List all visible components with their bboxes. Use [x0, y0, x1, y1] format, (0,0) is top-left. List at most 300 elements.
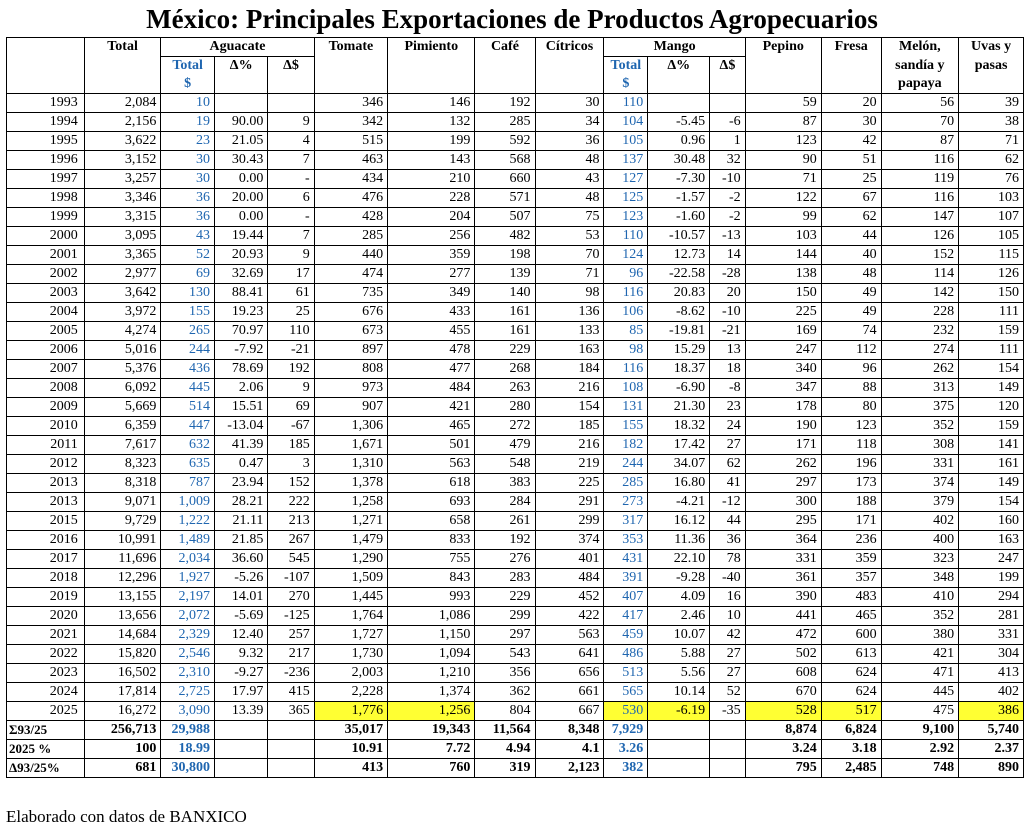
cell-mango-delta: 23: [710, 398, 746, 417]
cell-mango-total: 98: [604, 341, 648, 360]
cell-aguacate-delta: 213: [268, 512, 314, 531]
cell-uvas: 105: [959, 227, 1024, 246]
cell-fresa: 51: [821, 151, 881, 170]
cell-tomate: 1,445: [314, 588, 387, 607]
cell-aguacate-total: 52: [161, 246, 215, 265]
header-blank: [7, 57, 85, 76]
cell-pimiento: 143: [388, 151, 475, 170]
cell-cafe: 229: [475, 341, 535, 360]
cell-pepino: 472: [745, 626, 821, 645]
cell-year: 2018: [7, 569, 85, 588]
cell-fresa: 483: [821, 588, 881, 607]
cell-aguacate-pct: [214, 759, 267, 778]
cell-year: 2017: [7, 550, 85, 569]
cell-aguacate-pct: 17.97: [214, 683, 267, 702]
cell-mango-delta: -2: [710, 208, 746, 227]
cell-mango-total: 285: [604, 474, 648, 493]
header-melon-line2: sandía y: [881, 57, 959, 76]
summary-row: [7, 759, 1024, 778]
table-row: [7, 284, 1024, 303]
header-blank: [821, 75, 881, 94]
cell-pimiento: 1,256: [388, 702, 475, 721]
cell-tomate: 808: [314, 360, 387, 379]
table-row: [7, 379, 1024, 398]
cell-mango-total: 244: [604, 455, 648, 474]
cell-mango-total: 273: [604, 493, 648, 512]
cell-mango-pct: [648, 740, 710, 759]
cell-tomate: 1,776: [314, 702, 387, 721]
cell-total: 10,991: [84, 531, 161, 550]
cell-total: 17,814: [84, 683, 161, 702]
cell-aguacate-total: 30: [161, 151, 215, 170]
cell-tomate: 413: [314, 759, 387, 778]
cell-mango-total: 459: [604, 626, 648, 645]
cell-cafe: 284: [475, 493, 535, 512]
cell-cafe: 229: [475, 588, 535, 607]
cell-mango-pct: 2.46: [648, 607, 710, 626]
cell-citricos: 8,348: [535, 721, 604, 740]
cell-mango-pct: -1.60: [648, 208, 710, 227]
cell-mango-total: 125: [604, 189, 648, 208]
cell-fresa: 48: [821, 265, 881, 284]
table-row: [7, 569, 1024, 588]
cell-uvas: 890: [959, 759, 1024, 778]
cell-mango-total: 108: [604, 379, 648, 398]
cell-citricos: 2,123: [535, 759, 604, 778]
cell-mango-pct: -1.57: [648, 189, 710, 208]
table-row: [7, 607, 1024, 626]
cell-melon: 114: [881, 265, 959, 284]
cell-aguacate-delta: -125: [268, 607, 314, 626]
cell-total: 681: [84, 759, 161, 778]
cell-aguacate-pct: -13.04: [214, 417, 267, 436]
header-aguacate-delta: Δ$: [268, 57, 314, 76]
cell-pimiento: 146: [388, 94, 475, 113]
cell-pimiento: 199: [388, 132, 475, 151]
table-row: [7, 303, 1024, 322]
cell-year: 1996: [7, 151, 85, 170]
cell-aguacate-pct: 78.69: [214, 360, 267, 379]
cell-aguacate-delta: 69: [268, 398, 314, 417]
cell-melon: 116: [881, 151, 959, 170]
cell-uvas: 304: [959, 645, 1024, 664]
cell-mango-delta: [710, 721, 746, 740]
cell-pimiento: 256: [388, 227, 475, 246]
cell-total: 11,696: [84, 550, 161, 569]
cell-fresa: 173: [821, 474, 881, 493]
cell-aguacate-total: 2,034: [161, 550, 215, 569]
cell-total: 16,272: [84, 702, 161, 721]
cell-pepino: 608: [745, 664, 821, 683]
cell-mango-total: 106: [604, 303, 648, 322]
cell-aguacate-delta: 267: [268, 531, 314, 550]
cell-mango-total: 85: [604, 322, 648, 341]
cell-pepino: 331: [745, 550, 821, 569]
cell-aguacate-delta: 9: [268, 379, 314, 398]
cell-citricos: 36: [535, 132, 604, 151]
cell-melon: 313: [881, 379, 959, 398]
cell-melon: 142: [881, 284, 959, 303]
cell-tomate: 285: [314, 227, 387, 246]
cell-mango-total: 96: [604, 265, 648, 284]
table-row: [7, 626, 1024, 645]
cell-year: 1999: [7, 208, 85, 227]
cell-mango-total: 116: [604, 284, 648, 303]
cell-mango-total: 7,929: [604, 721, 648, 740]
cell-pimiento: 478: [388, 341, 475, 360]
cell-pepino: 144: [745, 246, 821, 265]
summary-label: 2025 %: [7, 740, 85, 759]
cell-tomate: 973: [314, 379, 387, 398]
cell-tomate: 1,378: [314, 474, 387, 493]
cell-year: 1997: [7, 170, 85, 189]
cell-fresa: 80: [821, 398, 881, 417]
cell-mango-pct: -6.19: [648, 702, 710, 721]
cell-mango-pct: 20.83: [648, 284, 710, 303]
cell-aguacate-pct: 32.69: [214, 265, 267, 284]
cell-pimiento: 132: [388, 113, 475, 132]
cell-pimiento: 1,086: [388, 607, 475, 626]
cell-aguacate-total: 244: [161, 341, 215, 360]
cell-total: 4,274: [84, 322, 161, 341]
cell-citricos: 43: [535, 170, 604, 189]
table-row: [7, 683, 1024, 702]
header-uvas-line1: Uvas y: [959, 38, 1024, 57]
header-aguacate-total: Total: [161, 57, 215, 76]
cell-citricos: 422: [535, 607, 604, 626]
cell-uvas: 161: [959, 455, 1024, 474]
cell-pepino: 123: [745, 132, 821, 151]
cell-cafe: 283: [475, 569, 535, 588]
cell-tomate: 2,003: [314, 664, 387, 683]
cell-cafe: 383: [475, 474, 535, 493]
cell-aguacate-total: 447: [161, 417, 215, 436]
cell-uvas: 2.37: [959, 740, 1024, 759]
cell-aguacate-total: 635: [161, 455, 215, 474]
cell-aguacate-total: 2,546: [161, 645, 215, 664]
cell-aguacate-pct: -7.92: [214, 341, 267, 360]
header-citricos: Cítricos: [535, 38, 604, 57]
cell-aguacate-total: 36: [161, 208, 215, 227]
cell-mango-pct: 10.14: [648, 683, 710, 702]
cell-tomate: 440: [314, 246, 387, 265]
cell-year: 2010: [7, 417, 85, 436]
cell-pepino: 364: [745, 531, 821, 550]
cell-aguacate-delta: 7: [268, 151, 314, 170]
cell-cafe: 139: [475, 265, 535, 284]
cell-mango-delta: 41: [710, 474, 746, 493]
table-row: [7, 436, 1024, 455]
cell-cafe: 285: [475, 113, 535, 132]
cell-melon: 352: [881, 607, 959, 626]
cell-uvas: 141: [959, 436, 1024, 455]
header-blank: [84, 75, 161, 94]
table-row: [7, 398, 1024, 417]
cell-aguacate-delta: [268, 721, 314, 740]
cell-total: 6,359: [84, 417, 161, 436]
cell-mango-delta: 27: [710, 436, 746, 455]
header-blank: [475, 57, 535, 76]
header-blank: [84, 57, 161, 76]
cell-aguacate-total: 155: [161, 303, 215, 322]
cell-total: 256,713: [84, 721, 161, 740]
cell-fresa: 96: [821, 360, 881, 379]
cell-fresa: 74: [821, 322, 881, 341]
cell-melon: 374: [881, 474, 959, 493]
header-mango-delta: Δ$: [710, 57, 746, 76]
cell-citricos: 291: [535, 493, 604, 512]
cell-aguacate-pct: 88.41: [214, 284, 267, 303]
cell-year: 2022: [7, 645, 85, 664]
cell-mango-pct: 4.09: [648, 588, 710, 607]
cell-aguacate-delta: 3: [268, 455, 314, 474]
cell-uvas: 5,740: [959, 721, 1024, 740]
header-blank: [959, 75, 1024, 94]
cell-total: 5,016: [84, 341, 161, 360]
cell-citricos: 216: [535, 436, 604, 455]
cell-melon: 262: [881, 360, 959, 379]
header-total: Total: [84, 38, 161, 57]
cell-aguacate-pct: 13.39: [214, 702, 267, 721]
cell-aguacate-total: 632: [161, 436, 215, 455]
cell-year: 2013: [7, 474, 85, 493]
cell-aguacate-total: 30,800: [161, 759, 215, 778]
header-fresa: Fresa: [821, 38, 881, 57]
cell-melon: 147: [881, 208, 959, 227]
cell-mango-delta: -13: [710, 227, 746, 246]
header-pimiento: Pimiento: [388, 38, 475, 57]
cell-melon: 400: [881, 531, 959, 550]
cell-mango-delta: 62: [710, 455, 746, 474]
cell-mango-delta: [710, 759, 746, 778]
cell-mango-total: 407: [604, 588, 648, 607]
header-row-2: [7, 57, 1024, 76]
cell-pepino: 103: [745, 227, 821, 246]
cell-aguacate-total: 43: [161, 227, 215, 246]
cell-year: 1995: [7, 132, 85, 151]
cell-citricos: 299: [535, 512, 604, 531]
header-aguacate-pct: Δ%: [214, 57, 267, 76]
cell-fresa: 188: [821, 493, 881, 512]
cell-citricos: 452: [535, 588, 604, 607]
cell-pimiento: 760: [388, 759, 475, 778]
cell-fresa: 171: [821, 512, 881, 531]
cell-year: 2002: [7, 265, 85, 284]
cell-aguacate-pct: 21.11: [214, 512, 267, 531]
cell-mango-pct: 16.80: [648, 474, 710, 493]
cell-tomate: 434: [314, 170, 387, 189]
cell-fresa: 112: [821, 341, 881, 360]
header-blank: [535, 75, 604, 94]
source-note: Elaborado con datos de BANXICO: [6, 807, 247, 826]
cell-cafe: 161: [475, 303, 535, 322]
cell-mango-pct: -5.45: [648, 113, 710, 132]
cell-total: 15,820: [84, 645, 161, 664]
cell-fresa: 3.18: [821, 740, 881, 759]
cell-melon: 119: [881, 170, 959, 189]
table-row: [7, 550, 1024, 569]
cell-citricos: 136: [535, 303, 604, 322]
cell-uvas: 247: [959, 550, 1024, 569]
cell-year: 2015: [7, 512, 85, 531]
cell-fresa: 123: [821, 417, 881, 436]
cell-total: 2,156: [84, 113, 161, 132]
cell-aguacate-delta: 61: [268, 284, 314, 303]
cell-fresa: 465: [821, 607, 881, 626]
cell-tomate: 1,727: [314, 626, 387, 645]
cell-cafe: 198: [475, 246, 535, 265]
table-row: [7, 227, 1024, 246]
cell-cafe: 592: [475, 132, 535, 151]
cell-total: 3,257: [84, 170, 161, 189]
cell-fresa: 118: [821, 436, 881, 455]
cell-tomate: 897: [314, 341, 387, 360]
table-row: [7, 189, 1024, 208]
cell-aguacate-total: 23: [161, 132, 215, 151]
cell-mango-pct: 16.12: [648, 512, 710, 531]
cell-total: 3,642: [84, 284, 161, 303]
cell-mango-total: 116: [604, 360, 648, 379]
cell-aguacate-total: 445: [161, 379, 215, 398]
cell-pimiento: 563: [388, 455, 475, 474]
cell-mango-delta: -2: [710, 189, 746, 208]
cell-mango-pct: [648, 94, 710, 113]
cell-pimiento: 277: [388, 265, 475, 284]
cell-cafe: 280: [475, 398, 535, 417]
cell-uvas: 281: [959, 607, 1024, 626]
cell-fresa: 357: [821, 569, 881, 588]
cell-aguacate-pct: 19.44: [214, 227, 267, 246]
header-blank: [475, 75, 535, 94]
cell-mango-total: 353: [604, 531, 648, 550]
cell-uvas: 111: [959, 341, 1024, 360]
cell-melon: 323: [881, 550, 959, 569]
cell-fresa: 2,485: [821, 759, 881, 778]
cell-pepino: 300: [745, 493, 821, 512]
cell-fresa: 196: [821, 455, 881, 474]
header-blank: [388, 57, 475, 76]
cell-aguacate-delta: -: [268, 170, 314, 189]
header-uvas-line2: pasas: [959, 57, 1024, 76]
cell-pepino: 59: [745, 94, 821, 113]
cell-pimiento: 7.72: [388, 740, 475, 759]
cell-pepino: 99: [745, 208, 821, 227]
cell-year: 2023: [7, 664, 85, 683]
cell-citricos: 484: [535, 569, 604, 588]
cell-citricos: 563: [535, 626, 604, 645]
cell-mango-delta: 10: [710, 607, 746, 626]
cell-cafe: 479: [475, 436, 535, 455]
cell-aguacate-pct: 41.39: [214, 436, 267, 455]
cell-tomate: 673: [314, 322, 387, 341]
cell-tomate: 1,671: [314, 436, 387, 455]
cell-pimiento: 618: [388, 474, 475, 493]
cell-aguacate-pct: 36.60: [214, 550, 267, 569]
cell-pimiento: 1,374: [388, 683, 475, 702]
cell-pepino: 87: [745, 113, 821, 132]
cell-pepino: 347: [745, 379, 821, 398]
table-row: [7, 246, 1024, 265]
cell-cafe: 192: [475, 531, 535, 550]
header-mango-total: Total: [604, 57, 648, 76]
cell-total: 9,729: [84, 512, 161, 531]
header-mango-dollar: $: [604, 75, 648, 94]
cell-pepino: 502: [745, 645, 821, 664]
table-row: [7, 512, 1024, 531]
cell-total: 3,346: [84, 189, 161, 208]
cell-mango-delta: -12: [710, 493, 746, 512]
cell-year: 2009: [7, 398, 85, 417]
cell-cafe: 362: [475, 683, 535, 702]
cell-tomate: 676: [314, 303, 387, 322]
cell-mango-pct: 21.30: [648, 398, 710, 417]
cell-citricos: 163: [535, 341, 604, 360]
cell-pepino: 295: [745, 512, 821, 531]
cell-pepino: 8,874: [745, 721, 821, 740]
cell-pimiento: 484: [388, 379, 475, 398]
cell-uvas: 163: [959, 531, 1024, 550]
cell-cafe: 11,564: [475, 721, 535, 740]
table-row: [7, 417, 1024, 436]
header-aguacate: Aguacate: [161, 38, 314, 57]
cell-mango-total: 137: [604, 151, 648, 170]
page-title: México: Principales Exportaciones de Productos Agropecuarios: [146, 4, 878, 34]
cell-mango-pct: -22.58: [648, 265, 710, 284]
cell-fresa: 20: [821, 94, 881, 113]
cell-uvas: 111: [959, 303, 1024, 322]
header-melon-line1: Melón,: [881, 38, 959, 57]
cell-pepino: 225: [745, 303, 821, 322]
cell-aguacate-total: 2,197: [161, 588, 215, 607]
cell-pepino: 441: [745, 607, 821, 626]
cell-pepino: 169: [745, 322, 821, 341]
cell-fresa: 624: [821, 683, 881, 702]
cell-aguacate-total: 3,090: [161, 702, 215, 721]
table-row: [7, 588, 1024, 607]
cell-aguacate-pct: 21.85: [214, 531, 267, 550]
cell-pepino: 361: [745, 569, 821, 588]
cell-aguacate-total: 2,310: [161, 664, 215, 683]
cell-mango-pct: 0.96: [648, 132, 710, 151]
cell-aguacate-delta: 270: [268, 588, 314, 607]
header-blank: [821, 57, 881, 76]
header-blank: [7, 75, 85, 94]
cell-mango-total: 123: [604, 208, 648, 227]
exports-table: [6, 37, 1024, 778]
cell-cafe: 299: [475, 607, 535, 626]
cell-aguacate-total: 514: [161, 398, 215, 417]
cell-cafe: 356: [475, 664, 535, 683]
cell-citricos: 219: [535, 455, 604, 474]
cell-mango-delta: 36: [710, 531, 746, 550]
cell-aguacate-total: 1,222: [161, 512, 215, 531]
cell-mango-delta: 20: [710, 284, 746, 303]
cell-fresa: 30: [821, 113, 881, 132]
cell-cafe: 568: [475, 151, 535, 170]
cell-melon: 126: [881, 227, 959, 246]
cell-tomate: 515: [314, 132, 387, 151]
header-blank: [745, 75, 821, 94]
cell-year: 2005: [7, 322, 85, 341]
cell-total: 3,622: [84, 132, 161, 151]
cell-pimiento: 993: [388, 588, 475, 607]
cell-fresa: 44: [821, 227, 881, 246]
cell-melon: 375: [881, 398, 959, 417]
cell-citricos: 225: [535, 474, 604, 493]
cell-citricos: 75: [535, 208, 604, 227]
cell-aguacate-delta: 152: [268, 474, 314, 493]
cell-mango-delta: -10: [710, 303, 746, 322]
